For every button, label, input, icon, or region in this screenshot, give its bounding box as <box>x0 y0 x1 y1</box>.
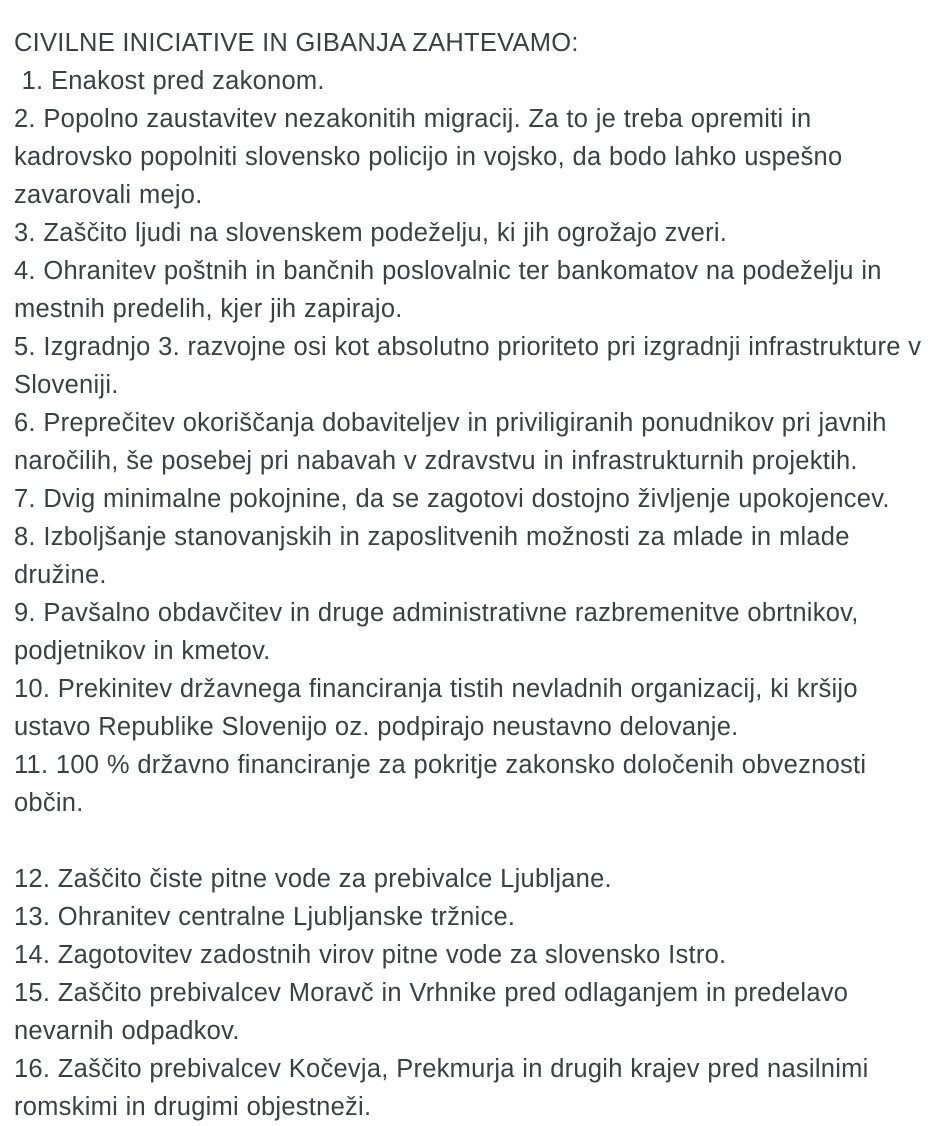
demands-list <box>14 62 934 1126</box>
list-item: 1. Enakost pred zakonom. <box>14 67 325 95</box>
list-item: 2. Popolno zaustavitev nezakonitih migracij. Za to je treba opremiti in kadrovsko popolniti slovensko policijo in vojsko, da bodo lahko uspešno zavarovali mejo. <box>14 105 851 209</box>
list-item: 16. Zaščito prebivalcev Kočevja, Prekmurja in drugih krajev pred nasilnimi romskimi in drugimi objestneži. <box>14 1055 877 1121</box>
list-item: 7. Dvig minimalne pokojnine, da se zagotovi dostojno življenje upokojencev. <box>14 485 890 513</box>
list-item: 10. Prekinitev državnega financiranja tistih nevladnih organizacij, ki kršijo ustavo Republike Slovenijo oz. podpirajo neustavno delovanje. <box>14 675 866 741</box>
list-item: 6. Preprečitev okoriščanja dobaviteljev in priviligiranih ponudnikov pri javnih naročilih, še posebej pri nabavah v zdravstvu in infrastrukturnih projektih. <box>14 409 895 475</box>
list-item: 13. Ohranitev centralne Ljubljanske tržnice. <box>14 903 516 931</box>
list-item: 15. Zaščito prebivalcev Moravč in Vrhnike pred odlaganjem in predelavo nevarnih odpadkov. <box>14 979 856 1045</box>
list-item: 11. 100 % državno financiranje za pokritje zakonsko določenih obveznosti občin. <box>14 751 874 817</box>
list-item: 9. Pavšalno obdavčitev in druge administrativne razbremenitve obrtnikov, podjetnikov in kmetov. <box>14 599 867 665</box>
list-item: 4. Ohranitev poštnih in bančnih poslovalnic ter bankomatov na podeželju in mestnih predelih, kjer jih zapirajo. <box>14 257 890 323</box>
paragraph-spacer <box>14 822 934 860</box>
list-item: 8. Izboljšanje stanovanjskih in zaposlitvenih možnosti za mlade in mlade družine. <box>14 523 858 589</box>
list-item: 3. Zaščito ljudi na slovenskem podeželju, ki jih ogrožajo zveri. <box>14 219 728 247</box>
list-item: 14. Zagotovitev zadostnih virov pitne vode za slovensko Istro. <box>14 941 727 969</box>
document-heading: CIVILNE INICIATIVE IN GIBANJA ZAHTEVAMO: <box>14 29 579 57</box>
list-item: 5. Izgradnjo 3. razvojne osi kot absolutno prioriteto pri izgradnji infrastrukture v Sloveniji. <box>14 333 929 399</box>
list-item: 12. Zaščito čiste pitne vode za prebivalce Ljubljane. <box>14 865 612 893</box>
